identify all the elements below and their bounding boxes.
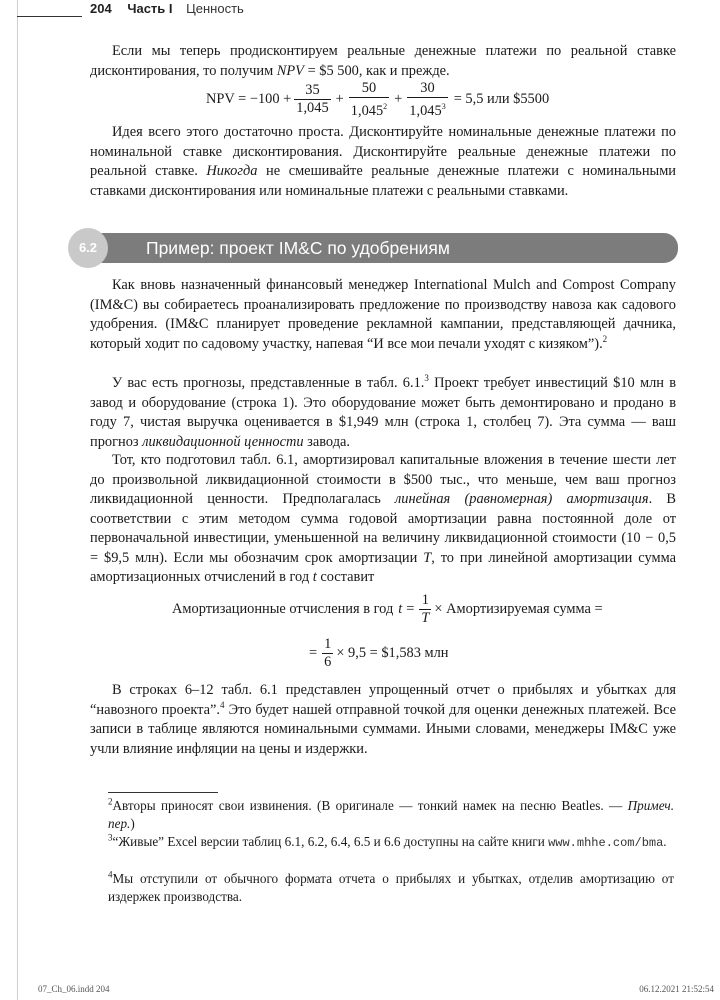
paragraph-depreciation <box>90 451 676 588</box>
text-segment: “Живые” Excel версии таблиц 6.1, 6.2, 6.4, 6.5 и 6.6 доступны на сайте книги <box>112 834 549 849</box>
fraction-denominator <box>349 97 389 120</box>
section-number-badge: 6.2 <box>68 228 108 268</box>
paragraph-income-statement <box>90 681 676 759</box>
paragraph-npv-real <box>90 42 676 81</box>
variable-T: T <box>423 549 432 566</box>
fraction-numerator: 30 <box>420 80 435 96</box>
fraction-1-over-6 <box>322 636 333 671</box>
plus-sign: + <box>394 91 403 108</box>
text-segment: Если мы теперь продисконтируем реальные денежные платежи по реальной ставке дисконтирования, то получим <box>90 43 676 79</box>
fraction-numerator: 1 <box>421 592 429 608</box>
equals-sign: = <box>309 645 318 661</box>
section-title: Пример: проект IM&C по удобрениям <box>88 233 678 263</box>
text-segment: , то при линейной амортизации сумма амортизационных отчислений в год <box>90 549 676 585</box>
text-segment: составит <box>316 569 375 585</box>
text-segment: ) <box>130 816 135 831</box>
text-segment: завода. <box>303 433 351 450</box>
formula-rhs: × Амортизируемая сумма = <box>434 601 603 617</box>
depreciation-formula-line-2 <box>307 636 449 671</box>
text-segment: Проект требует инвестиций $10 млн в завод и оборудование (строка 1). Это оборудование может быть демонтировано и продано в году 7, чистая выручка оценивается в $1,949 млн (строка 1, столбец 7). Эта сумма — ваш прогноз <box>90 375 676 450</box>
denominator-base: 1,045 <box>350 102 384 119</box>
fraction-denominator <box>407 97 447 120</box>
text-segment: Мы отступили от обычного формата отчета о прибылях и убытках, отделив амортизацию от издержек производства. <box>108 871 674 904</box>
text-segment: Как вновь назначенный финансовый менеджер International Mulch and Compost Company (IM&C) вы собираетесь проанализировать предложение по производству навоза как садового удобрения. (IM&C планирует проведение рекламной кампании, представляющей дачника, который ходит по садовому участку, напевая “И все мои печали уходят с кизяком”). <box>90 277 676 352</box>
equals-sign: = <box>406 601 415 617</box>
formula-lhs: NPV = −100 + <box>206 91 292 108</box>
exponent: 3 <box>441 102 446 111</box>
footnote-marker: 2 <box>602 333 608 344</box>
npv-variable: NPV <box>276 62 304 79</box>
fraction-2 <box>349 80 389 120</box>
page-edge-line <box>17 0 18 1000</box>
footnote-marker: 4 <box>220 699 225 710</box>
fraction-1-over-T <box>419 592 431 627</box>
fraction-3 <box>407 80 447 120</box>
text-segment: Идея всего этого достаточно проста. Дисконтируйте номинальные денежные платежи по номинальной ставке дисконтирования. Дисконтируйте реальные денежные платежи по реальной ставке. <box>90 124 676 179</box>
fraction-numerator: 1 <box>324 636 332 652</box>
section-heading <box>68 228 678 268</box>
exponent: 2 <box>383 102 388 111</box>
emphasis-never: Никогда <box>206 163 258 179</box>
footnote-marker: 2 <box>108 796 113 807</box>
footnote-3 <box>108 833 674 852</box>
text-segment: = $5 500, как и прежде. <box>303 62 450 79</box>
footer-datetime: 06.12.2021 21:52:54 <box>639 984 714 994</box>
footnote-marker: 3 <box>424 373 429 384</box>
text-segment: не смешивайте реальные денежные платежи с номинальными ставками дисконтирования или номинальные платежи с реальными ставками. <box>90 163 676 199</box>
footer-file-info: 07_Ch_06.indd 204 <box>38 984 110 994</box>
variable-t: t <box>312 569 317 585</box>
formula-result: × 9,5 = $1,583 млн <box>336 645 449 661</box>
book-website-link[interactable]: www.mhhe.com/bma <box>548 836 664 850</box>
translator-note: Примеч. пер. <box>108 798 674 831</box>
footnote-rule <box>108 792 218 793</box>
fraction-denominator: 6 <box>324 654 332 670</box>
footnote-marker: 4 <box>108 869 113 880</box>
footnote-marker: 3 <box>108 832 113 843</box>
emphasis-straight-line: линейная (равномерная) амортизация <box>395 491 649 507</box>
depreciation-formula-line-1 <box>172 592 603 627</box>
footnote-4 <box>108 870 674 906</box>
text-segment: . В соответствии с этим методом сумма годовой амортизации равна постоянной доле от первоначальной инвестиции, уменьшенной на величину ликвидационной стоимости (10 − 0,5 = $9,5 млн). Если мы обозначим срок амортизации <box>90 491 676 566</box>
denominator-base: 1,045 <box>409 102 442 119</box>
paragraph-forecasts <box>90 374 676 452</box>
header-rule <box>17 16 82 17</box>
variable-t: t <box>398 601 403 617</box>
paragraph-idea <box>90 123 676 201</box>
part-label: Часть I <box>127 1 173 16</box>
formula-rhs: = 5,5 или $5500 <box>453 91 550 108</box>
text-segment: . <box>663 834 667 849</box>
formula-lhs: Амортизационные отчисления в год <box>172 601 394 617</box>
text-segment: Авторы приносят свои извинения. (В оригинале — тонкий намек на песню Beatles. — <box>112 798 628 813</box>
text-segment: У вас есть прогнозы, представленные в табл. 6.1. <box>112 375 425 391</box>
plus-sign: + <box>335 91 344 108</box>
text-segment: Тот, кто подготовил табл. 6.1, амортизировал капитальные вложения в течение шести лет до произвольной ликвидационной стоимости в $500 тыс., что меньше, чем ваш прогноз ликвидационной ценности. Предполагалась <box>90 452 676 507</box>
chapter-label: Ценность <box>186 1 244 16</box>
paragraph-imc-intro <box>90 276 676 354</box>
page-number: 204 <box>90 1 112 16</box>
fraction-numerator: 35 <box>305 82 320 99</box>
fraction-denominator: 1,045 <box>296 100 329 117</box>
fraction-1 <box>294 82 330 117</box>
emphasis-salvage-value: ликвидационной ценности <box>142 433 304 450</box>
npv-formula <box>206 80 549 120</box>
fraction-denominator: T <box>421 610 430 626</box>
fraction-numerator: 50 <box>361 80 377 96</box>
running-header <box>90 0 244 17</box>
text-segment: В строках 6–12 табл. 6.1 представлен упрощенный отчет о прибылях и убытках для “навозного проекта”. <box>90 682 676 718</box>
text-segment: Это будет нашей отправной точкой для оценки денежных платежей. Все записи в таблице являются номинальными суммами. Иными словами, менеджеры IM&C уже учли влияние инфляции на цены и издержки. <box>90 701 676 757</box>
footnote-2 <box>108 797 674 833</box>
